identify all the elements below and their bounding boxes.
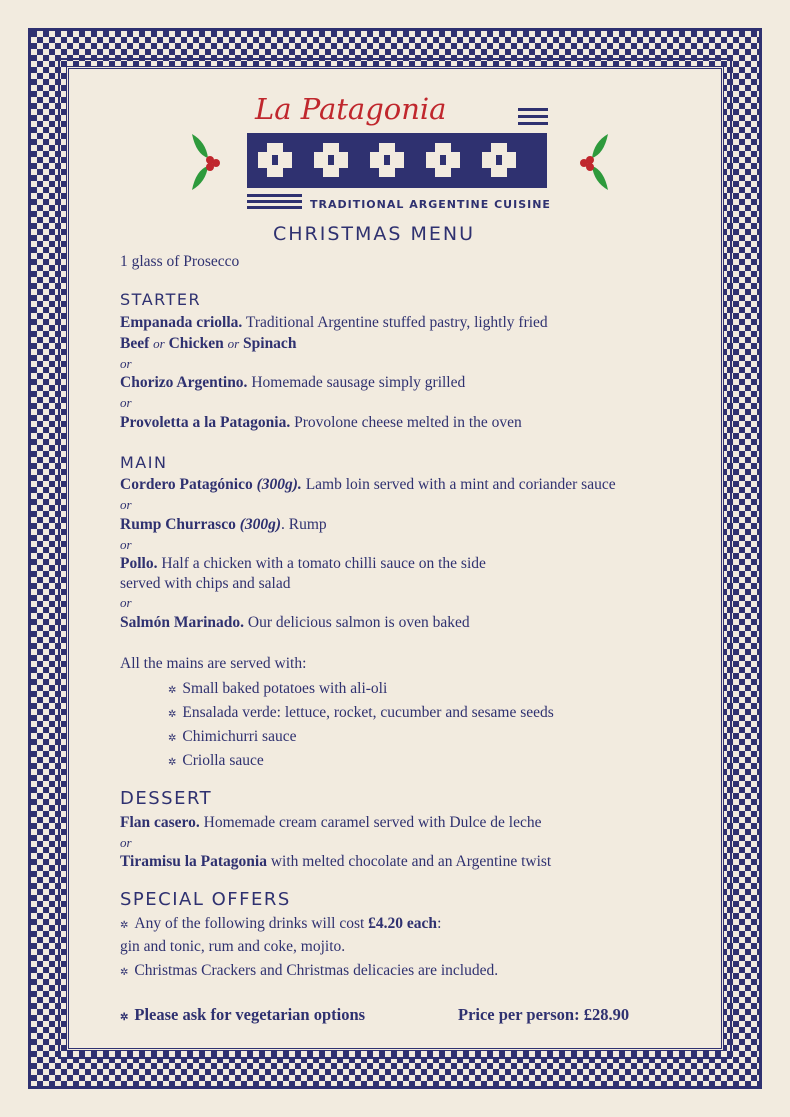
welcome-drink: 1 glass of Prosecco bbox=[120, 253, 240, 270]
or-separator: or bbox=[120, 835, 132, 850]
offers-heading: SPECIAL OFFERS bbox=[120, 889, 291, 910]
dessert-tiramisu: Tiramisu la Patagonia with melted chocolate and an Argentine twist bbox=[120, 853, 552, 870]
or-separator: or bbox=[120, 537, 132, 552]
starter-provoletta: Provoletta a la Patagonia. Provolone cheese melted in the oven bbox=[120, 414, 522, 431]
price-per-person: Price per person: £28.90 bbox=[458, 1005, 630, 1024]
starter-chorizo: Chorizo Argentino. Homemade sausage simply grilled bbox=[120, 374, 466, 391]
side-item: ✲ Chimichurri sauce bbox=[168, 728, 297, 745]
main-pollo-sides: served with chips and salad bbox=[120, 575, 291, 592]
holly-right-icon bbox=[576, 130, 612, 194]
menu-title: CHRISTMAS MENU bbox=[273, 223, 476, 245]
side-item: ✲ Small baked potatoes with ali-oli bbox=[168, 680, 388, 697]
offer-drinks: ✲ Any of the following drinks will cost £4.20 each: bbox=[120, 915, 442, 932]
starter-empanada: Empanada criolla. Traditional Argentine stuffed pastry, lightly fried bbox=[120, 314, 548, 331]
dessert-flan: Flan casero. Homemade cream caramel served with Dulce de leche bbox=[120, 814, 542, 831]
or-separator: or bbox=[120, 356, 132, 371]
offer-crackers: ✲ Christmas Crackers and Christmas delicacies are included. bbox=[120, 962, 499, 979]
dessert-heading: DESSERT bbox=[120, 788, 213, 809]
starter-heading: STARTER bbox=[120, 290, 202, 309]
logo-tagline: TRADITIONAL ARGENTINE CUISINE bbox=[310, 198, 551, 211]
main-cordero: Cordero Patagónico (300g). Lamb loin served with a mint and coriander sauce bbox=[120, 476, 616, 493]
or-separator: or bbox=[120, 497, 132, 512]
side-item: ✲ Ensalada verde: lettuce, rocket, cucumber and sesame seeds bbox=[168, 704, 554, 721]
main-rump: Rump Churrasco (300g). Rump bbox=[120, 516, 327, 533]
holly-left-icon bbox=[188, 130, 224, 194]
sides-intro: All the mains are served with: bbox=[120, 655, 307, 672]
main-heading: MAIN bbox=[120, 453, 168, 472]
logo-name: La Patagonia bbox=[255, 92, 447, 126]
starter-fillings: Beef or Chicken or Spinach bbox=[120, 335, 297, 352]
or-separator: or bbox=[120, 595, 132, 610]
main-salmon: Salmón Marinado. Our delicious salmon is oven baked bbox=[120, 614, 470, 631]
vegetarian-note: ✲ Please ask for vegetarian options bbox=[120, 1005, 366, 1024]
or-separator: or bbox=[120, 395, 132, 410]
side-item: ✲ Criolla sauce bbox=[168, 752, 264, 769]
main-pollo: Pollo. Half a chicken with a tomato chilli sauce on the side bbox=[120, 555, 486, 572]
offer-drinks-list: gin and tonic, rum and coke, mojito. bbox=[120, 938, 346, 955]
